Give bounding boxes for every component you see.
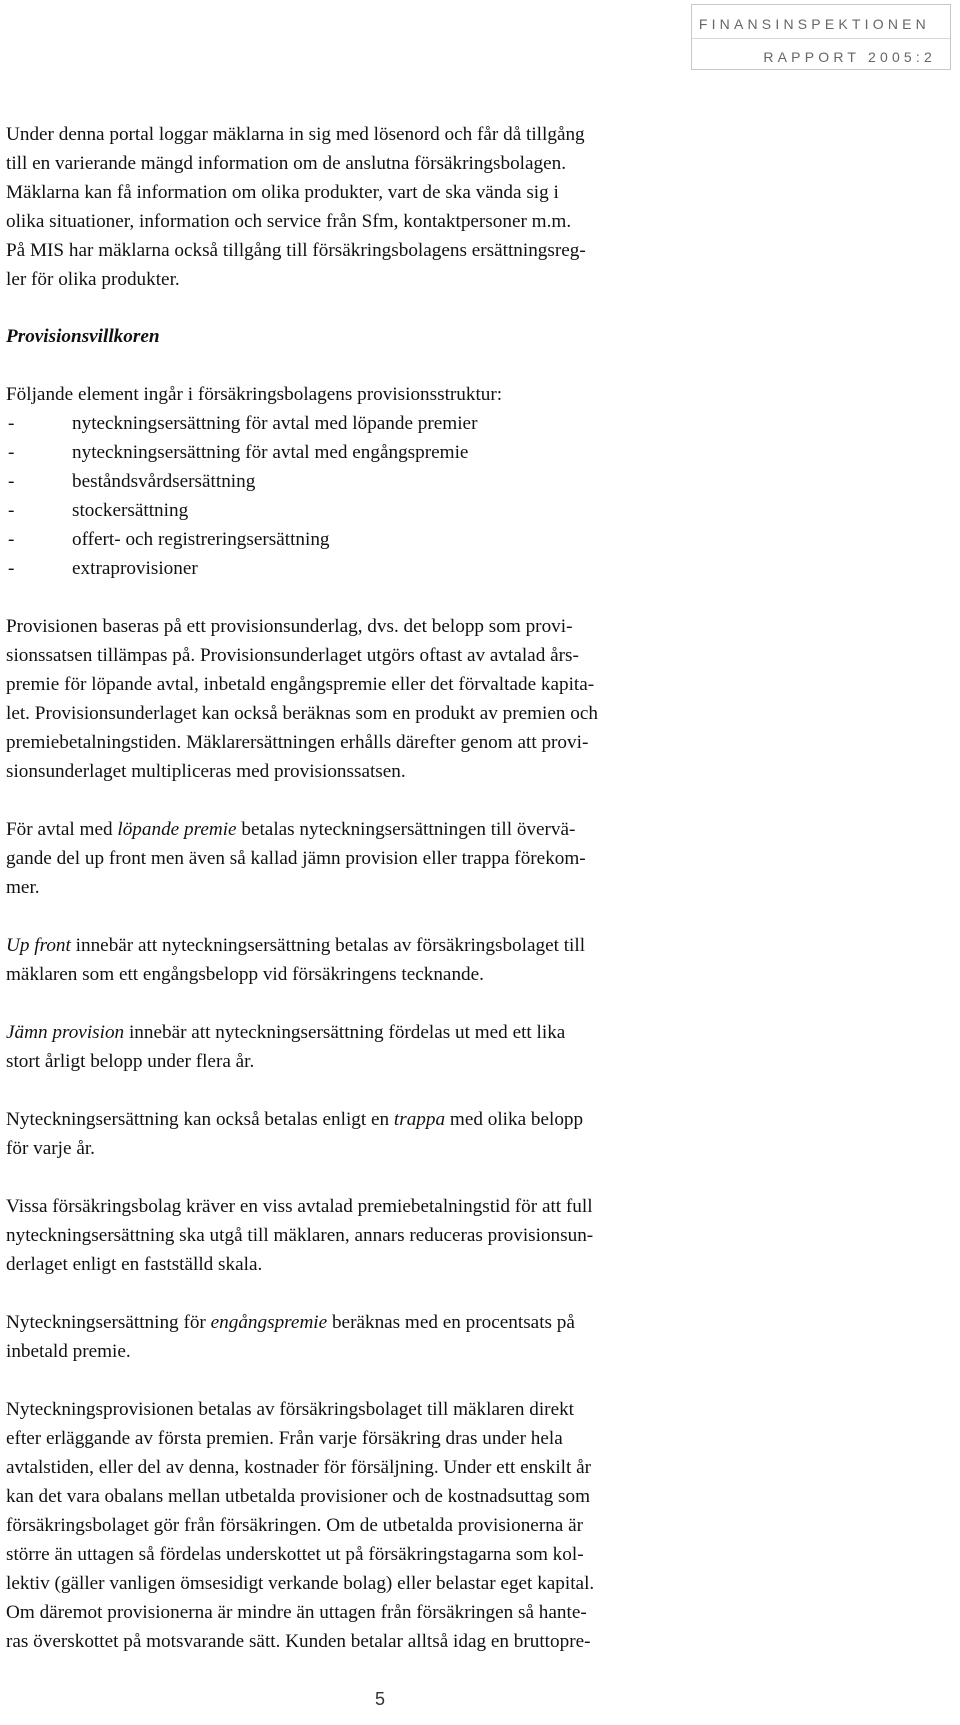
text-segment: beräknas med en procentsats på	[327, 1312, 575, 1333]
report-header	[691, 4, 951, 70]
paragraph-elements	[6, 380, 746, 583]
list-intro: Följande element ingår i försäkringsbolagens provisionsstruktur:	[6, 384, 503, 405]
paragraph-payout	[6, 1395, 746, 1656]
text-line: premie för löpande avtal, inbetald engångspremie eller det förvaltade kapita-	[6, 674, 595, 695]
text-line: kan det vara obalans mellan utbetalda provisioner och de kostnadsuttag som	[6, 1486, 590, 1507]
text-line: efter erläggande av första premien. Från varje försäkring dras under hela	[6, 1428, 563, 1449]
text-line: stort årligt belopp under flera år.	[6, 1051, 255, 1072]
text-line	[6, 1018, 746, 1047]
list-item	[6, 438, 746, 467]
text-line: mer.	[6, 877, 40, 898]
text-segment: med olika belopp	[445, 1109, 584, 1130]
text-line: olika situationer, information och service från Sfm, kontaktpersoner m.m.	[6, 211, 572, 232]
list-item	[6, 554, 746, 583]
emphasis-term: Jämn provision	[6, 1022, 125, 1043]
text-line: ler för olika produkter.	[6, 269, 180, 290]
text-line: sionssatsen tillämpas på. Provisionsunderlaget utgörs oftast av avtalad års-	[6, 645, 579, 666]
text-line	[6, 931, 746, 960]
document-body	[6, 120, 746, 1656]
text-segment: Nyteckningsersättning för	[6, 1312, 211, 1333]
paragraph-single-premium	[6, 1308, 746, 1366]
text-line: let. Provisionsunderlaget kan också beräknas som en produkt av premien och	[6, 703, 598, 724]
list-item-text: beståndsvårdsersättning	[72, 471, 256, 492]
paragraph-basis	[6, 612, 746, 786]
emphasis-term: engångspremie	[210, 1312, 328, 1333]
text-line: avtalstiden, eller del av denna, kostnader för försäljning. Under ett enskilt år	[6, 1457, 592, 1478]
paragraph-up-front	[6, 931, 746, 989]
list-dash: -	[8, 500, 15, 521]
list-item-text: offert- och registreringsersättning	[72, 529, 330, 550]
text-line: Om däremot provisionerna är mindre än uttagen från försäkringen så hante-	[6, 1602, 587, 1623]
paragraph-portal	[6, 120, 746, 294]
list-item	[6, 496, 746, 525]
text-line: Nyteckningsprovisionen betalas av försäkringsbolaget till mäklaren direkt	[6, 1399, 575, 1420]
list-item	[6, 409, 746, 438]
text-line: nyteckningsersättning ska utgå till mäklaren, annars reduceras provisionsun-	[6, 1225, 594, 1246]
text-line: premiebetalningstiden. Mäklarersättningen erhålls därefter genom att provi-	[6, 732, 589, 753]
list-dash: -	[8, 529, 15, 550]
list-item	[6, 467, 746, 496]
page-number: 5	[374, 1689, 385, 1709]
list-item-text: stockersättning	[72, 500, 189, 521]
text-line: Provisionen baseras på ett provisionsunderlag, dvs. det belopp som provi-	[6, 616, 573, 637]
text-line: större än uttagen så fördelas underskottet ut på försäkringstagarna som kol-	[6, 1544, 584, 1565]
text-line: ras överskottet på motsvarande sätt. Kunden betalar alltså idag en bruttopre-	[6, 1631, 591, 1652]
list-dash: -	[8, 442, 15, 463]
list-item-text: nyteckningsersättning för avtal med engångspremie	[72, 442, 469, 463]
text-line: inbetald premie.	[6, 1341, 131, 1362]
text-segment: För avtal med	[6, 819, 118, 840]
text-line: lektiv (gäller vanligen ömsesidigt verkande bolag) eller belastar eget kapital.	[6, 1573, 595, 1594]
text-line: derlaget enligt en fastställd skala.	[6, 1254, 263, 1275]
text-line: Under denna portal loggar mäklarna in sig med lösenord och får då tillgång	[6, 124, 585, 145]
text-line: Mäklarna kan få information om olika produkter, vart de ska vända sig i	[6, 182, 559, 203]
list-item-text: extraprovisioner	[72, 558, 198, 579]
text-line: försäkringsbolaget gör från försäkringen. Om de utbetalda provisionerna är	[6, 1515, 584, 1536]
text-line: för varje år.	[6, 1138, 95, 1159]
emphasis-term: trappa	[393, 1109, 446, 1130]
text-line	[6, 1105, 746, 1134]
text-segment: Nyteckningsersättning kan också betalas enligt en	[6, 1109, 394, 1130]
list-item	[6, 525, 746, 554]
text-line	[6, 815, 746, 844]
text-line	[6, 1308, 746, 1337]
text-line: till en varierande mängd information om de anslutna försäkringsbolagen.	[6, 153, 567, 174]
text-segment: innebär att nyteckningsersättning fördelas ut med ett lika	[124, 1022, 566, 1043]
emphasis-term: löpande premie	[117, 819, 237, 840]
paragraph-even-commission	[6, 1018, 746, 1076]
list-item-text: nyteckningsersättning för avtal med löpande premier	[72, 413, 478, 434]
list-dash: -	[8, 558, 15, 579]
text-line: Vissa försäkringsbolag kräver en viss avtalad premiebetalningstid för att full	[6, 1196, 593, 1217]
text-line: mäklaren som ett engångsbelopp vid försäkringens tecknande.	[6, 964, 484, 985]
paragraph-required-period	[6, 1192, 746, 1279]
emphasis-term: Up front	[6, 935, 71, 956]
section-heading: Provisionsvillkoren	[6, 326, 160, 347]
paragraph-stairs	[6, 1105, 746, 1163]
header-divider	[692, 38, 950, 39]
text-line: sionsunderlaget multipliceras med provisionssatsen.	[6, 761, 406, 782]
header-organization: FINANSINSPEKTIONEN	[698, 16, 930, 32]
text-line: gande del up front men även så kallad jämn provision eller trappa förekom-	[6, 848, 586, 869]
list-dash: -	[8, 471, 15, 492]
text-segment: innebär att nyteckningsersättning betalas av försäkringsbolaget till	[70, 935, 586, 956]
text-line: På MIS har mäklarna också tillgång till försäkringsbolagens ersättningsreg-	[6, 240, 586, 261]
paragraph-running-premium	[6, 815, 746, 902]
header-report-number: RAPPORT 2005:2	[763, 49, 936, 65]
text-segment: betalas nyteckningsersättningen till övervä-	[236, 819, 576, 840]
list-dash: -	[8, 413, 15, 434]
